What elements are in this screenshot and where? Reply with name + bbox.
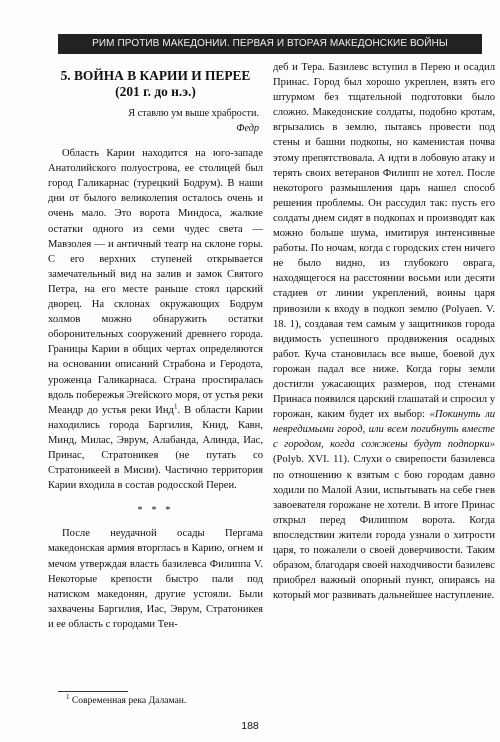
paragraph (273, 60, 495, 603)
quotation: «Покинуть ли невредимыми город, или всем погибнуть вместе с городом, когда сожжены будут подпорки» (273, 409, 495, 451)
running-header: РИМ ПРОТИВ МАКЕДОНИИ. ПЕРВАЯ И ВТОРАЯ МАКЕДОНСКИЕ ВОЙНЫ (58, 34, 482, 54)
footnote-text: Современная река Даламан. (69, 695, 187, 706)
paragraph (48, 146, 263, 493)
footnote (66, 692, 187, 706)
chapter-title (48, 68, 263, 100)
paragraph-text-cont: . В области Карии находились города Баргилия, Книд, Кавн, Минд, Милас, Эврум, Алабанда, Алинда, Иас, Принас, Стратоникея (не путать со Стратоникеей в Мисии). Частично территория Карии входила в состав родосской Переи. (48, 404, 263, 492)
right-column (273, 60, 495, 603)
footnote-marker: 1 (173, 402, 178, 411)
paragraph-text-cont: (Polyb. XVI. 11). Слухи о свирепости базилевса по отношению к взятым с бою городам давно ходили по Малой Азии, испытывать на себе гнев завоевателя горожане не хотели. В итоге Принас открыл перед Филиппом ворота. Когда впоследствии жители города узнали о хитрости царя, то пожалели о своей доверчивости. Таким образом, благодаря своей находчивости базилевс приобрел важный опорный пункт, опираясь на который мог развивать дальнейшее наступление. (273, 454, 495, 602)
paragraph-text: Область Карии находится на юго-западе Анатолийского полуострова, ее столицей был город Галикарнас (турецкий Бодрум). В наши дни от былого великолепия осталось очень и очень мало. Это ворота Миндоса, жалкие остатки одного из семи чудес света — Мавзолея — и античный театр на склоне горы. С его верхних ступеней открывается замечательный вид на залив и замок Святого Петра, на его месте раньше стоял царский дворец. На склонах окружающих Бодрум холмов можно обнаружить остатки оборонительных сооружений древнего города. Границы Карии в общих чертах определяются на основании описаний Страбона и Геродота, уроженца Галикарнаса. Страна простиралась вдоль побережья Эгейского моря, от устья реки Меандр до устья реки Инд (48, 148, 263, 416)
chapter-title-line1: 5. ВОЙНА В КАРИИ И ПЕРЕЕ (60, 68, 251, 83)
epigraph: Я ставлю ум выше храбрости. (128, 108, 259, 119)
section-divider: * * * (137, 505, 174, 517)
paragraph: После неудачной осады Пергама македонская армия вторглась в Карию, огнем и мечом утверждая власть базилевса Филиппа V. Некоторые крепости быстро пали под натиском македонян, другие устояли. Были захвачены Баргилия, Иас, Эврум, Стратоникея и ее область с городами Тен- (48, 528, 263, 630)
left-column (48, 60, 263, 632)
paragraph-text: деб и Тера. Базилевс вступил в Перею и осадил Принас. Город был хорошо укреплен, взять его штурмом без тщательной подготовки было сложно. Македонские солдаты, подобно кротам, вгрызались в землю, пытаясь провести под стены и башни подкопы, но каменистая почва этому препятствовала. А идти в лобовую атаку и терять своих ветеранов Филипп не хотел. После некоторого размышления царь нашел способ решения проблемы. Он рассудил так: пусть его солдаты днем сидят в подкопах и производят как можно больше шума, имитируя интенсивные работы. По ночам, когда с городских стен ничего не было видно, из глубокого оврага, находящегося на расстоянии восьми или десяти стадиев от линии укреплений, воины царя привозили к входу в подкоп землю (Polyaen. V. 18. 1), создавая тем самым у защитников города видимость успешного продвижения осадных работ. Куча становилась все выше, боевой дух горожан падал все ниже. Когда горы земли достигли ужасающих размеров, под стенами Принаса появился царский глашатай и спросил у горожан, каким будет их выбор: (273, 62, 495, 421)
chapter-title-line2: (201 г. до н.э.) (115, 84, 196, 99)
footnote-number: 1 (66, 692, 70, 701)
epigraph-author: Федр (236, 123, 259, 134)
page-number: 188 (241, 720, 259, 732)
